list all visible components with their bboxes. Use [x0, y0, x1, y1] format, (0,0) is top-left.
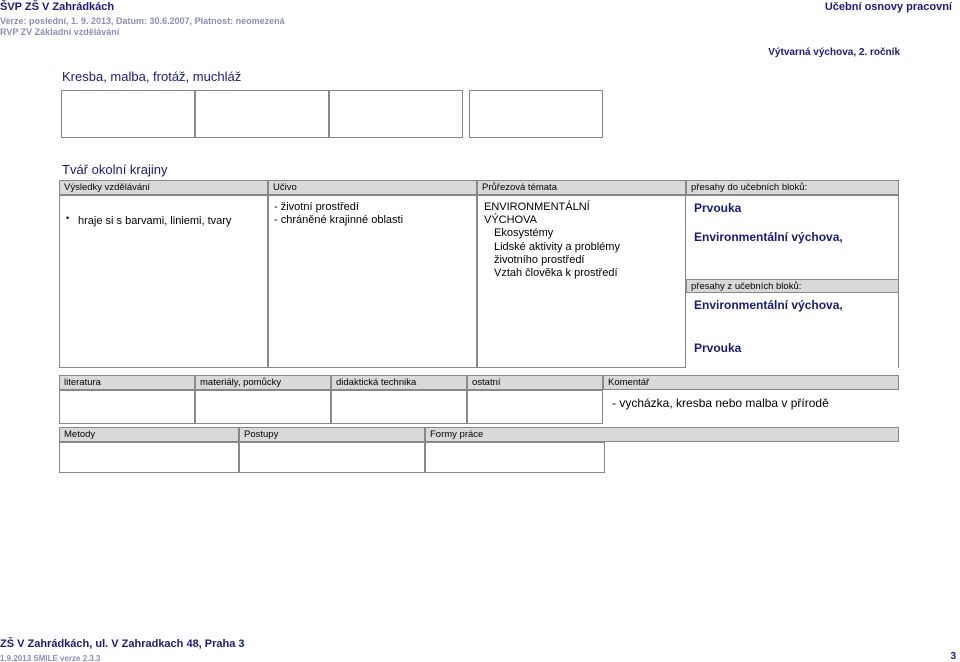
- version-line: Verze: poslední, 1. 9. 2013, Datum: 30.6.2007, Platnost: neomezená: [0, 16, 285, 26]
- literature-cell: [59, 390, 195, 424]
- bullet-icon: •: [66, 213, 70, 223]
- header-curriculum: Učivo: [268, 180, 477, 195]
- header-literature: literatura: [59, 375, 195, 390]
- header-methods: Metody: [59, 427, 239, 442]
- program-line: RVP ZV Základní vzdělávání: [0, 27, 120, 37]
- page-number: 3: [950, 651, 956, 662]
- header-links-to: přesahy do učebních bloků:: [686, 180, 899, 195]
- topic-box-3: [329, 90, 463, 138]
- header-procedures: Postupy: [239, 427, 425, 442]
- link-from-item: Prvouka: [694, 341, 742, 355]
- section-title: Tvář okolní krajiny: [62, 162, 168, 177]
- header-materials: materiály, pomůcky: [195, 375, 331, 390]
- header-outcomes: Výsledky vzdělávání: [59, 180, 268, 195]
- topic-box-1: [61, 90, 195, 138]
- theme-item: Vztah člověka k prostředí: [494, 267, 618, 279]
- materials-cell: [195, 390, 331, 424]
- other-cell: [467, 390, 603, 424]
- methods-cell: [59, 442, 239, 473]
- comment-text: - vycházka, kresba nebo malba v přírodě: [612, 396, 829, 410]
- topic-title: Kresba, malba, frotáž, muchláž: [62, 69, 242, 84]
- theme-item: životního prostředí: [494, 254, 585, 266]
- curriculum-item: - životní prostředí: [274, 201, 359, 213]
- header-other: ostatní: [467, 375, 603, 390]
- theme-item: Lidské aktivity a problémy: [494, 241, 620, 253]
- procedures-cell: [239, 442, 425, 473]
- header-didactic-technology: didaktická technika: [331, 375, 467, 390]
- header-comment: Komentář: [603, 375, 899, 390]
- link-to-item: Prvouka: [694, 201, 742, 215]
- theme-title: ENVIRONMENTÁLNÍ: [484, 201, 590, 213]
- topic-box-2: [195, 90, 329, 138]
- document-title: ŠVP ZŠ V Zahrádkách: [0, 1, 115, 13]
- footer-software: 1.9.2013 SMILE verze 2.3.3: [0, 654, 101, 662]
- theme-title: VÝCHOVA: [484, 214, 537, 226]
- footer-school: ZŠ V Zahrádkách, ul. V Zahradkach 48, Praha 3: [0, 638, 245, 650]
- theme-item: Ekosystémy: [494, 227, 554, 239]
- curriculum-item: - chráněné krajinné oblasti: [274, 214, 404, 226]
- didactic-technology-cell: [331, 390, 467, 424]
- document-type: Učební osnovy pracovní: [824, 1, 952, 13]
- topic-box-4: [469, 90, 603, 138]
- header-themes: Průřezová témata: [477, 180, 686, 195]
- header-work-forms: Formy práce: [425, 427, 899, 442]
- link-to-item: Environmentální výchova,: [694, 230, 843, 244]
- work-forms-cell: [425, 442, 605, 473]
- outcome-text: hraje si s barvami, liniemi, tvary: [78, 215, 232, 227]
- header-links-from: přesahy z učebních bloků:: [686, 279, 899, 293]
- subject-label: Výtvarná výchova, 2. ročník: [768, 47, 900, 58]
- link-from-item: Environmentální výchova,: [694, 298, 843, 312]
